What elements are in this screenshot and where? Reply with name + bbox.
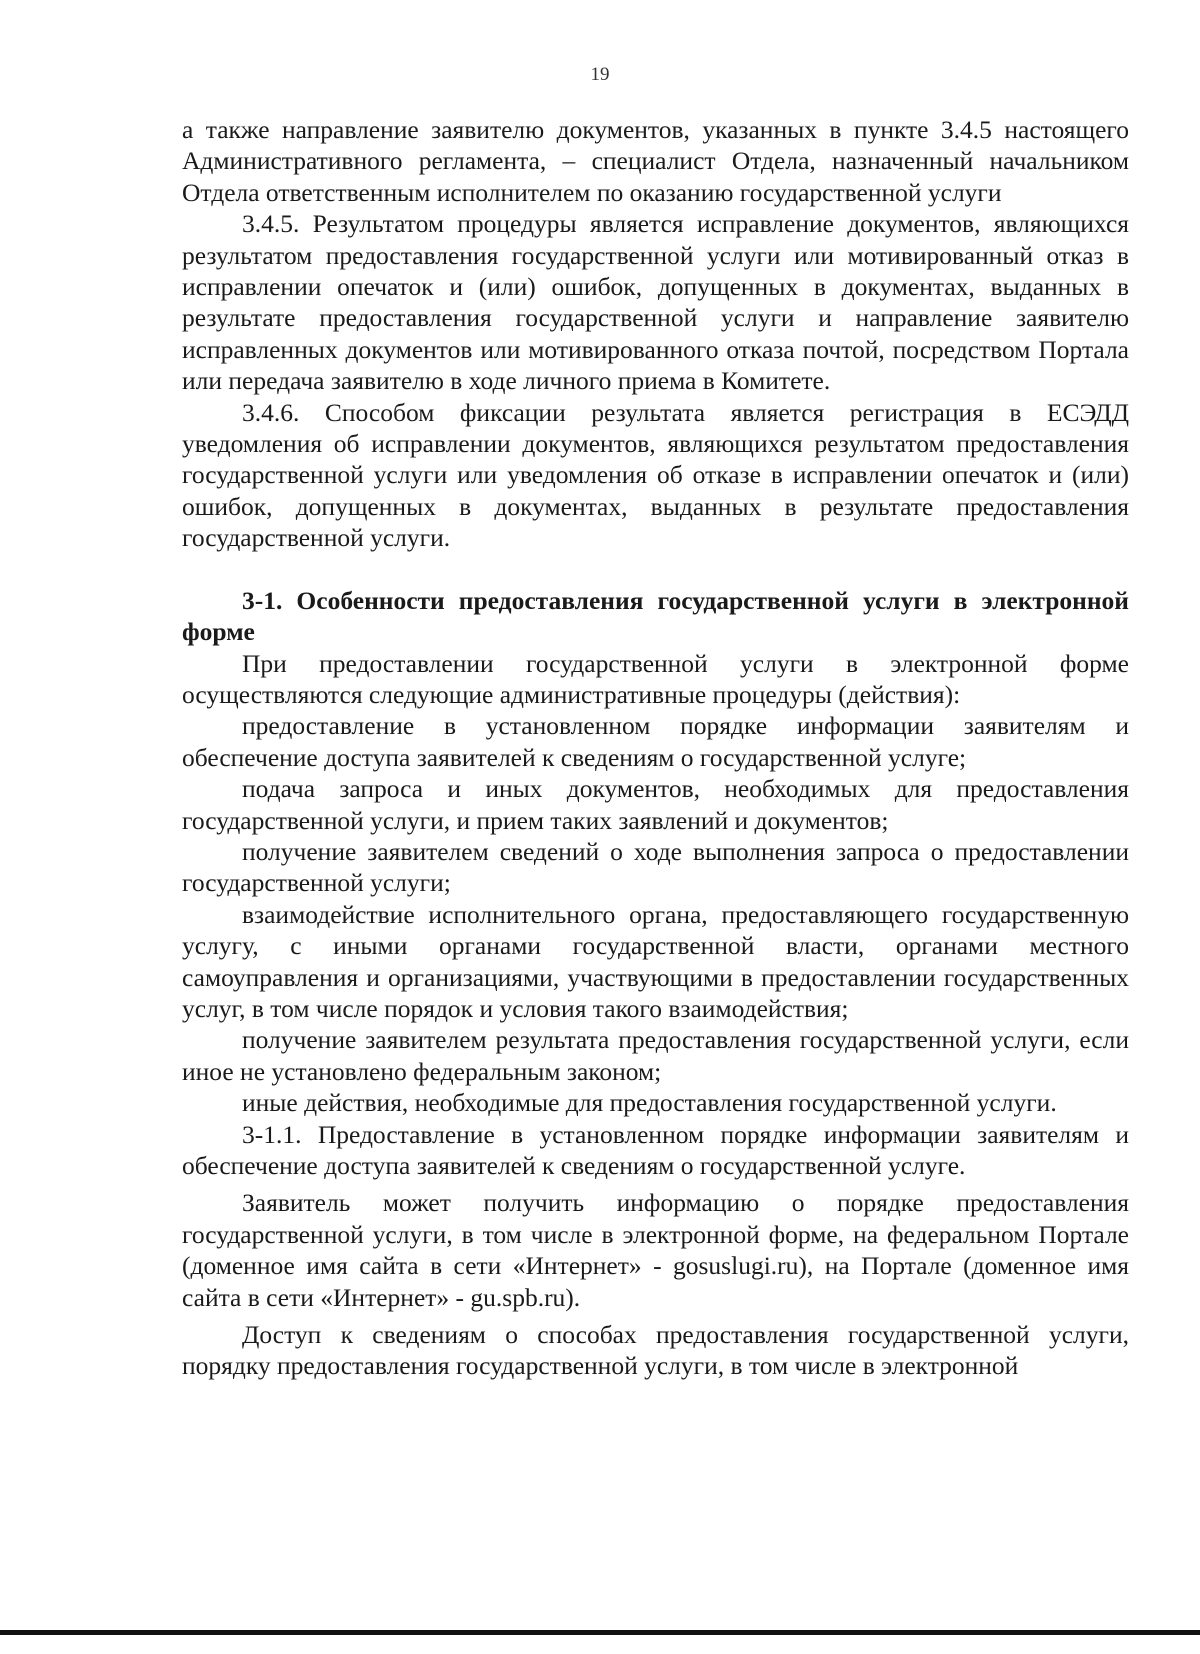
list-item-status: получение заявителем сведений о ходе выполнения запроса о предоставлении государственной услуги;	[182, 836, 1129, 898]
section-intro: При предоставлении государственной услуги в электронной форме осуществляются следующие административные процедуры (действия):	[182, 648, 1129, 709]
paragraph-3-1-1: 3-1.1. Предоставление в установленном порядке информации заявителям и обеспечение доступа заявителей к сведениям о государственной услуге.	[182, 1119, 1129, 1180]
list-item-other-actions: иные действия, необходимые для предоставления государственной услуги.	[242, 1088, 1057, 1118]
page-number: 19	[590, 64, 610, 85]
list-item-information: предоставление в установленном порядке информации заявителям и обеспечение доступа заявителей к сведениям о государственной услуге;	[182, 711, 1129, 772]
list-item-interaction: взаимодействие исполнительного органа, предоставляющего государственную услугу, с иными органами государственной власти, органами местного самоуправления и организациями, участвующими в предоставлении государственных услуг, в том числе порядок и условия такого взаимодействия;	[182, 899, 1129, 1023]
paragraph-3-4-5: 3.4.5. Результатом процедуры является исправление документов, являющихся результатом предоставления государственной услуги или мотивированный отказ в исправлении опечаток и (или) ошибок, допущенных в документах, выданных в результате предоставления государственной услуги и направление заявителю исправленных документов или мотивированного отказа почтой, посредством Портала или передача заявителю в ходе личного приема в Комитете.	[182, 209, 1129, 396]
paragraph-continuation: а также направление заявителю документов, указанных в пункте 3.4.5 настоящего Административного регламента, – специалист Отдела, назначенный начальником Отдела ответственным исполнителем по оказанию государственной услуги	[182, 115, 1129, 207]
section-heading-3-1: 3-1. Особенности предоставления государственной услуги в электронной форме	[182, 585, 1129, 647]
paragraph-access-info: Доступ к сведениям о способах предоставления государственной услуги, порядку предоставления государственной услуги, в том числе в электронной	[182, 1320, 1129, 1381]
bottom-scan-edge	[0, 1630, 1200, 1635]
list-item-result: получение заявителем результата предоставления государственной услуги, если иное не установлено федеральным законом;	[182, 1025, 1129, 1086]
paragraph-portal-info: Заявитель может получить информацию о порядке предоставления государственной услуги, в том числе в электронной форме, на федеральном Портале (доменное имя сайта в сети «Интернет» - gosuslugi.ru), на Портале (доменное имя сайта в сети «Интернет» - gu.spb.ru).	[182, 1188, 1129, 1312]
list-item-submission: подача запроса и иных документов, необходимых для предоставления государственной услуги, и прием таких заявлений и документов;	[182, 774, 1129, 835]
paragraph-3-4-6: 3.4.6. Способом фиксации результата является регистрация в ЕСЭДД уведомления об исправлении документов, являющихся результатом предоставления государственной услуги или уведомления об отказе в исправлении опечаток и (или) ошибок, допущенных в документах, выданных в результате предоставления государственной услуги.	[182, 397, 1129, 553]
document-body	[182, 114, 1129, 1382]
